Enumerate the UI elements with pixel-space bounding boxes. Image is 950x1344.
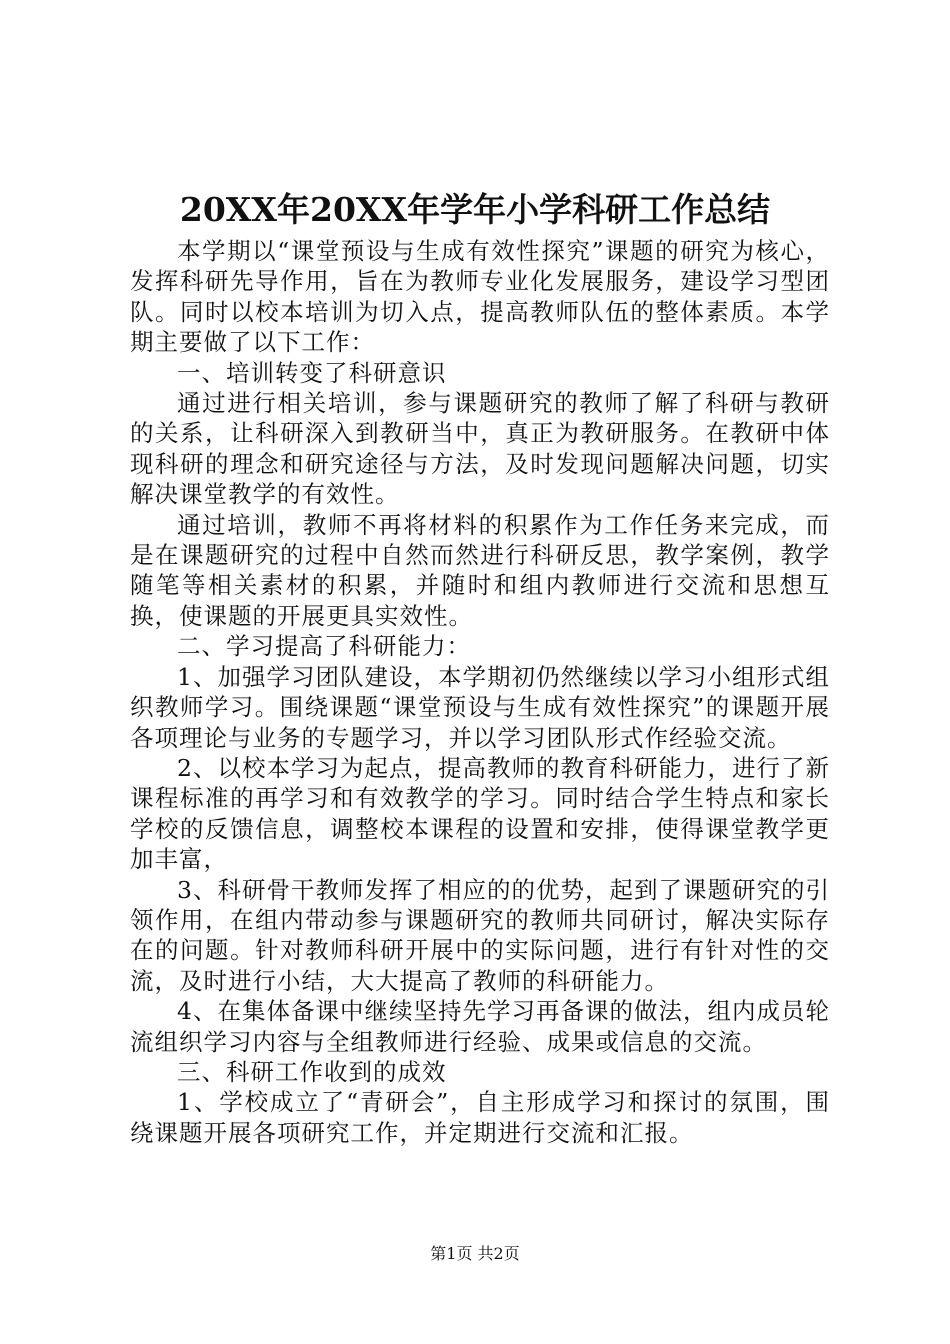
page-footer: 第1页 共2页 bbox=[430, 1244, 520, 1263]
paragraph: 4、在集体备课中继续坚持先学习再备课的做法，组内成员轮流组织学习内容与全组教师进行经验、成果或信息的交流。 bbox=[130, 997, 830, 1056]
section-heading-1: 一、培训转变了科研意识 bbox=[177, 358, 447, 387]
paragraph: 通过培训，教师不再将材料的积累作为工作任务来完成，而是在课题研究的过程中自然而然进行科研反思，教学案例，教学随笔等相关素材的积累，并随时和组内教师进行交流和思想互换，使课题的开展更具实效性。 bbox=[130, 510, 830, 630]
paragraph: 3、科研骨干教师发挥了相应的的优势，起到了课题研究的引领作用，在组内带动参与课题研究的教师共同研讨，解决实际存在的问题。针对教师科研开展中的实际问题，进行有针对性的交流，及时进行小结，大大提高了教师的科研能力。 bbox=[130, 875, 830, 995]
paragraph: 1、加强学习团队建设，本学期初仍然继续以学习小组形式组织教师学习。围绕课题“课堂预设与生成有效性探究”的课题开展各项理论与业务的专题学习，并以学习团队形式作经验交流。 bbox=[130, 662, 830, 752]
paragraph-intro: 本学期以“课堂预设与生成有效性探究”课题的研究为核心，发挥科研先导作用，旨在为教师专业化发展服务，建设学习型团队。同时以校本培训为切入点，提高教师队伍的整体素质。本学期主要做了以下工作： bbox=[130, 237, 830, 357]
paragraph: 1、学校成立了“青研会”，自主形成学习和探讨的氛围，围绕课题开展各项研究工作，并定期进行交流和汇报。 bbox=[130, 1088, 830, 1147]
section-heading-2: 二、学习提高了科研能力： bbox=[177, 632, 471, 661]
paragraph: 2、以校本学习为起点，提高教师的教育科研能力，进行了新课程标准的再学习和有效教学的学习。同时结合学生特点和家长学校的反馈信息，调整校本课程的设置和安排，使得课堂教学更加丰富， bbox=[130, 753, 830, 874]
paragraph: 通过进行相关培训，参与课题研究的教师了解了科研与教研的关系，让科研深入到教研当中，真正为教研服务。在教研中体现科研的理念和研究途径与方法，及时发现问题解决问题，切实解决课堂教学的有效性。 bbox=[130, 389, 830, 509]
section-heading-3: 三、科研工作收到的成效 bbox=[177, 1057, 447, 1086]
document-title: 20XX年20XX年学年小学科研工作总结 bbox=[179, 190, 771, 229]
document-body bbox=[130, 236, 830, 1148]
